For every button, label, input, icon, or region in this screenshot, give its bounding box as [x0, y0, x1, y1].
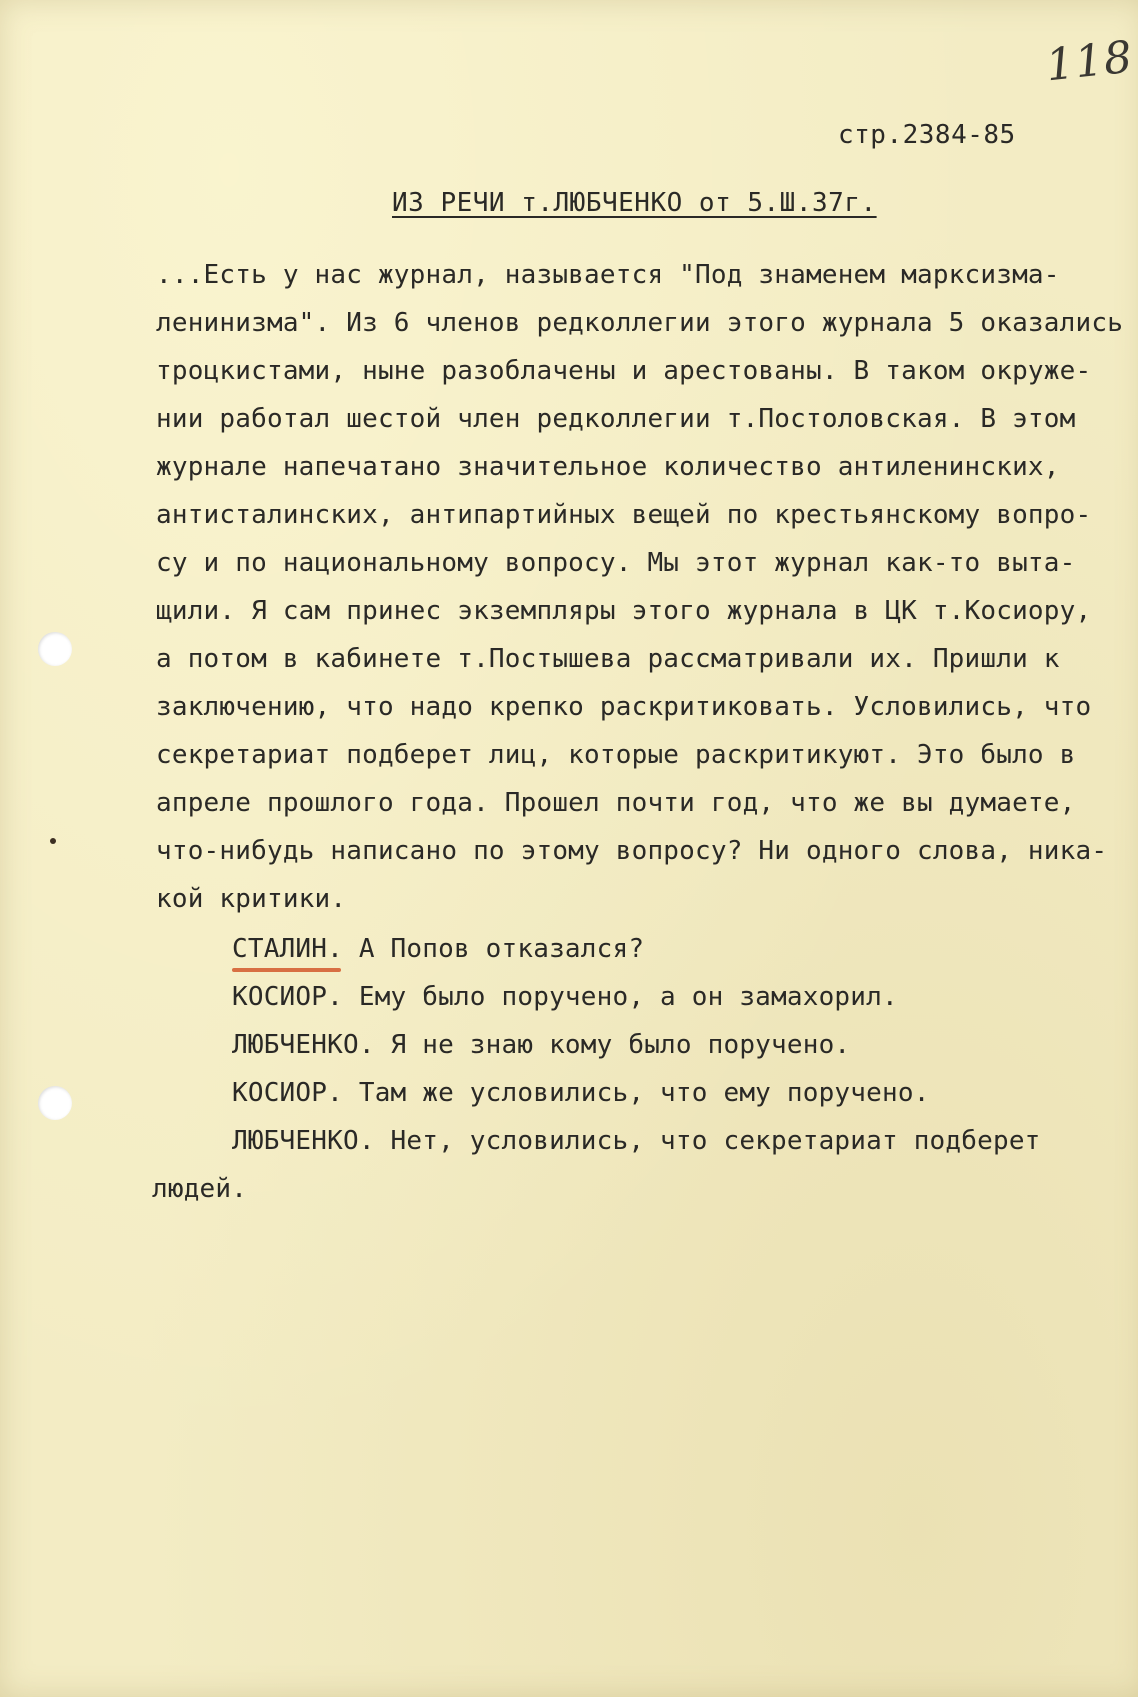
folio-number: 118	[1043, 31, 1136, 92]
dialogue-text: Ему было поручено, а он замахорил.	[342, 982, 898, 1012]
body-line: ...Есть у нас журнал, называется "Под знаменем марксизма-	[156, 260, 1060, 290]
speaker-name	[232, 934, 343, 964]
page-reference: стр.2384-85	[838, 120, 1016, 150]
red-pencil-underline	[232, 968, 341, 972]
dialogue-line	[232, 1126, 1041, 1156]
speaker-name: КОСИОР.	[232, 982, 343, 1012]
body-line: ленинизма". Из 6 членов редколлегии этого журнала 5 оказались	[156, 308, 1124, 338]
body-line: что-нибудь написано по этому вопросу? Ни одного слова, ника-	[156, 836, 1108, 866]
body-line: журнале напечатано значительное количество антиленинских,	[156, 452, 1060, 482]
speaker-name: КОСИОР.	[232, 1078, 343, 1108]
body-line: заключению, что надо крепко раскритиковать. Условились, что	[156, 692, 1092, 722]
body-line: кой критики.	[156, 884, 347, 914]
dialogue-line	[232, 982, 898, 1012]
punch-hole-top	[38, 632, 72, 666]
body-line: антисталинских, антипартийных вещей по крестьянскому вопро-	[156, 500, 1092, 530]
body-line: щили. Я сам принес экземпляры этого журнала в ЦК т.Косиору,	[156, 596, 1092, 626]
dialogue-line	[232, 1078, 930, 1108]
speaker-name: ЛЮБЧЕНКО.	[232, 1030, 375, 1060]
body-line: секретариат подберет лиц, которые раскритикуют. Это было в	[156, 740, 1076, 770]
body-line: апреле прошлого года. Прошел почти год, что же вы думаете,	[156, 788, 1076, 818]
dialogue-text: Там же условились, что ему поручено.	[342, 1078, 930, 1108]
body-line: троцкистами, ныне разоблачены и арестованы. В таком окруже-	[156, 356, 1092, 386]
punch-hole-bottom	[38, 1086, 72, 1120]
closing-line: людей.	[152, 1174, 248, 1204]
ink-speck	[50, 838, 56, 844]
dialogue-text: А Попов отказался?	[342, 934, 645, 964]
body-line: нии работал шестой член редколлегии т.Постоловская. В этом	[156, 404, 1076, 434]
dialogue-line	[232, 934, 644, 964]
body-line: а потом в кабинете т.Постышева рассматривали их. Пришли к	[156, 644, 1060, 674]
document-title: ИЗ РЕЧИ т.ЛЮБЧЕНКО от 5.Ш.37г.	[392, 188, 877, 218]
dialogue-text: Я не знаю кому было поручено.	[374, 1030, 851, 1060]
body-line: су и по национальному вопросу. Мы этот журнал как-то выта-	[156, 548, 1076, 578]
dialogue-line	[232, 1030, 850, 1060]
dialogue-text: Нет, условились, что секретариат подберет	[374, 1126, 1041, 1156]
scan-edge	[1138, 0, 1146, 1697]
speaker-name: ЛЮБЧЕНКО.	[232, 1126, 375, 1156]
speaker-label: СТАЛИН.	[232, 934, 343, 964]
